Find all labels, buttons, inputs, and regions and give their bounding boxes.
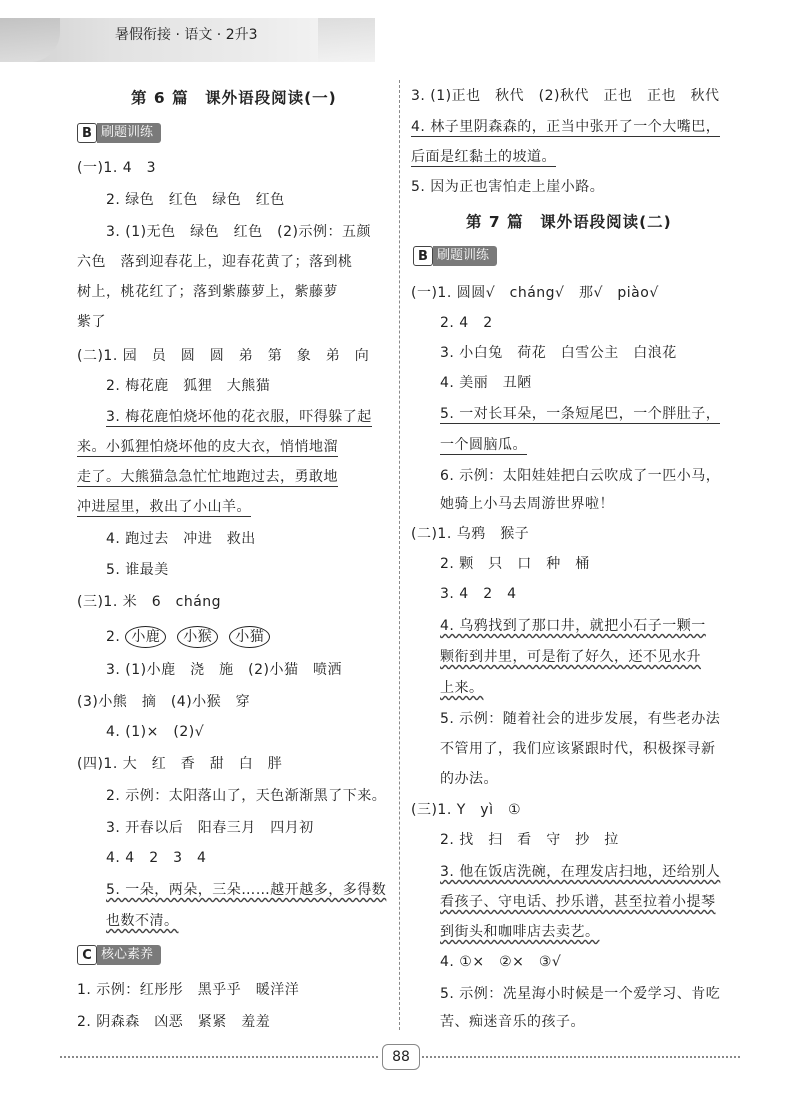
answer-line [440, 404, 720, 424]
right-badge-b [413, 246, 497, 266]
answer-line: 5. 示例：随着社会的进步发展，有些老办法 [440, 711, 721, 727]
answer-line: (四)1. 大 红 香 甜 白 胖 [77, 756, 283, 772]
answer-line: 4. (1)× (2)√ [106, 724, 205, 740]
answer-line: 4. 跑过去 冲进 救出 [106, 531, 256, 547]
answer-line: 紫了 [77, 314, 106, 330]
circled-word: 小猴 [177, 626, 218, 648]
answer-line [440, 616, 706, 636]
answer-line: 3. (1)无色 绿色 红色 (2)示例：五颜 [106, 224, 371, 240]
underlined-text: 冲进屋里，救出了小山羊。 [77, 499, 251, 515]
page-number: 88 [382, 1044, 420, 1070]
wavy-underlined-text: 也数不清。 [106, 913, 179, 929]
underlined-text: 后面是红黏土的坡道。 [411, 149, 556, 165]
answer-line [440, 892, 716, 912]
answer-line: 5. 示例：冼星海小时候是一个爱学习、肯吃 [440, 986, 721, 1002]
answer-line [440, 647, 701, 667]
footer-rule-right [422, 1056, 740, 1058]
wavy-underlined-text: 到街头和咖啡店去卖艺。 [440, 924, 600, 940]
answer-line: 3. 小白兔 荷花 白雪公主 白浪花 [440, 345, 677, 361]
answer-line [411, 117, 720, 137]
answer-line: (3)小熊 摘 (4)小猴 穿 [77, 694, 251, 710]
answer-line-circled [106, 626, 276, 648]
answer-line: 2. 示例：太阳落山了，天色渐渐黑了下来。 [106, 788, 387, 804]
answer-line [77, 437, 338, 457]
underlined-text: 5. 一对长耳朵，一条短尾巴，一个胖肚子， [440, 406, 721, 422]
header-decoration-right [318, 18, 375, 62]
answer-line [106, 407, 372, 427]
left-badge-c [77, 945, 161, 965]
answer-line: 4. 美丽 丑陋 [440, 375, 532, 391]
question-number: 2. [106, 629, 121, 645]
column-divider [399, 80, 400, 1030]
right-section-title: 第 7 篇 课外语段阅读(二) [466, 213, 672, 231]
answer-line: 2. 颗 只 口 种 桶 [440, 556, 590, 572]
circled-word: 小猫 [229, 626, 270, 648]
answer-line: 六色 落到迎春花上，迎春花黄了；落到桃 [77, 254, 353, 270]
answer-line [77, 467, 338, 487]
answer-line [411, 147, 556, 167]
answer-line: 3. (1)正也 秋代 (2)秋代 正也 正也 秋代 [411, 88, 720, 104]
answer-line: 苦、痴迷音乐的孩子。 [440, 1014, 585, 1030]
wavy-underlined-text: 颗衔到井里，可是衔了好久，还不见水升 [440, 649, 701, 665]
answer-line: (一)1. 圆圆√ cháng√ 那√ piào√ [411, 285, 659, 301]
answer-line [440, 435, 527, 455]
answer-line: 不管用了，我们应该紧跟时代，积极探寻新 [440, 741, 716, 757]
circled-word: 小鹿 [125, 626, 166, 648]
answer-line: 4. ①× ②× ③√ [440, 954, 562, 970]
answer-line: 5. 谁最美 [106, 562, 169, 578]
badge-label: 刷题训练 [433, 246, 497, 266]
answer-line: 3. 开春以后 阳春三月 四月初 [106, 820, 314, 836]
underlined-text: 走了。大熊猫急急忙忙地跑过去，勇敢地 [77, 469, 338, 485]
answer-line: 2. 梅花鹿 狐狸 大熊猫 [106, 378, 271, 394]
answer-line: 4. 4 2 3 4 [106, 850, 207, 866]
badge-label: 核心素养 [97, 945, 161, 965]
badge-label: 刷题训练 [97, 123, 161, 143]
footer-rule-left [60, 1056, 378, 1058]
badge-letter: C [77, 945, 97, 965]
answer-line: 2. 绿色 红色 绿色 红色 [106, 192, 285, 208]
answer-line: 她骑上小马去周游世界啦！ [440, 496, 614, 512]
underlined-text: 一个圆脑瓜。 [440, 437, 527, 453]
answer-line: 3. 4 2 4 [440, 586, 517, 602]
wavy-underlined-text: 看孩子、守电话、抄乐谱，甚至拉着小提琴 [440, 894, 716, 910]
answer-line: 5. 因为正也害怕走上崖小路。 [411, 179, 605, 195]
answer-line: 树上，桃花红了；落到紫藤萝上，紫藤萝 [77, 284, 338, 300]
answer-line: 2. 找 扫 看 守 抄 拉 [440, 832, 619, 848]
answer-line: 6. 示例：太阳娃娃把白云吹成了一匹小马， [440, 468, 721, 484]
left-section-title: 第 6 篇 课外语段阅读(一) [131, 89, 337, 107]
left-badge-b [77, 123, 161, 143]
wavy-underlined-text: 4. 乌鸦找到了那口井，就把小石子一颗一 [440, 618, 706, 634]
header-title: 暑假衔接 · 语文 · 2升3 [115, 27, 258, 43]
wavy-underlined-text: 3. 他在饭店洗碗，在理发店扫地，还给别人 [440, 864, 721, 880]
answer-line: (三)1. Y yì ① [411, 802, 522, 818]
answer-line [106, 880, 386, 900]
underlined-text: 4. 林子里阴森森的，正当中张开了一个大嘴巴， [411, 119, 721, 135]
wavy-underlined-text: 上来。 [440, 680, 484, 696]
underlined-text: 来。小狐狸怕烧坏他的皮大衣，悄悄地溜 [77, 439, 338, 455]
answer-line: 2. 阴森森 凶恶 紧紧 羞羞 [77, 1014, 271, 1030]
answer-line: 2. 4 2 [440, 315, 493, 331]
answer-line: (三)1. 米 6 cháng [77, 594, 222, 610]
badge-letter: B [77, 123, 97, 143]
answer-line: 1. 示例：红彤彤 黑乎乎 暖洋洋 [77, 982, 300, 998]
badge-letter: B [413, 246, 433, 266]
answer-line: 的办法。 [440, 771, 498, 787]
answer-line [440, 862, 720, 882]
answer-line: (二)1. 园 员 圆 圆 弟 第 象 弟 向 [77, 348, 370, 364]
answer-line [106, 911, 179, 931]
wavy-underlined-text: 5. 一朵，两朵，三朵……越开越多，多得数 [106, 882, 387, 898]
answer-line: (二)1. 乌鸦 猴子 [411, 526, 530, 542]
answer-line [77, 497, 251, 517]
answer-line: (一)1. 4 3 [77, 160, 157, 176]
underlined-text: 3. 梅花鹿怕烧坏他的花衣服，吓得躲了起 [106, 409, 372, 425]
answer-line [440, 922, 600, 942]
answer-line [440, 678, 484, 698]
answer-line: 3. (1)小鹿 浇 施 (2)小猫 喷洒 [106, 662, 342, 678]
